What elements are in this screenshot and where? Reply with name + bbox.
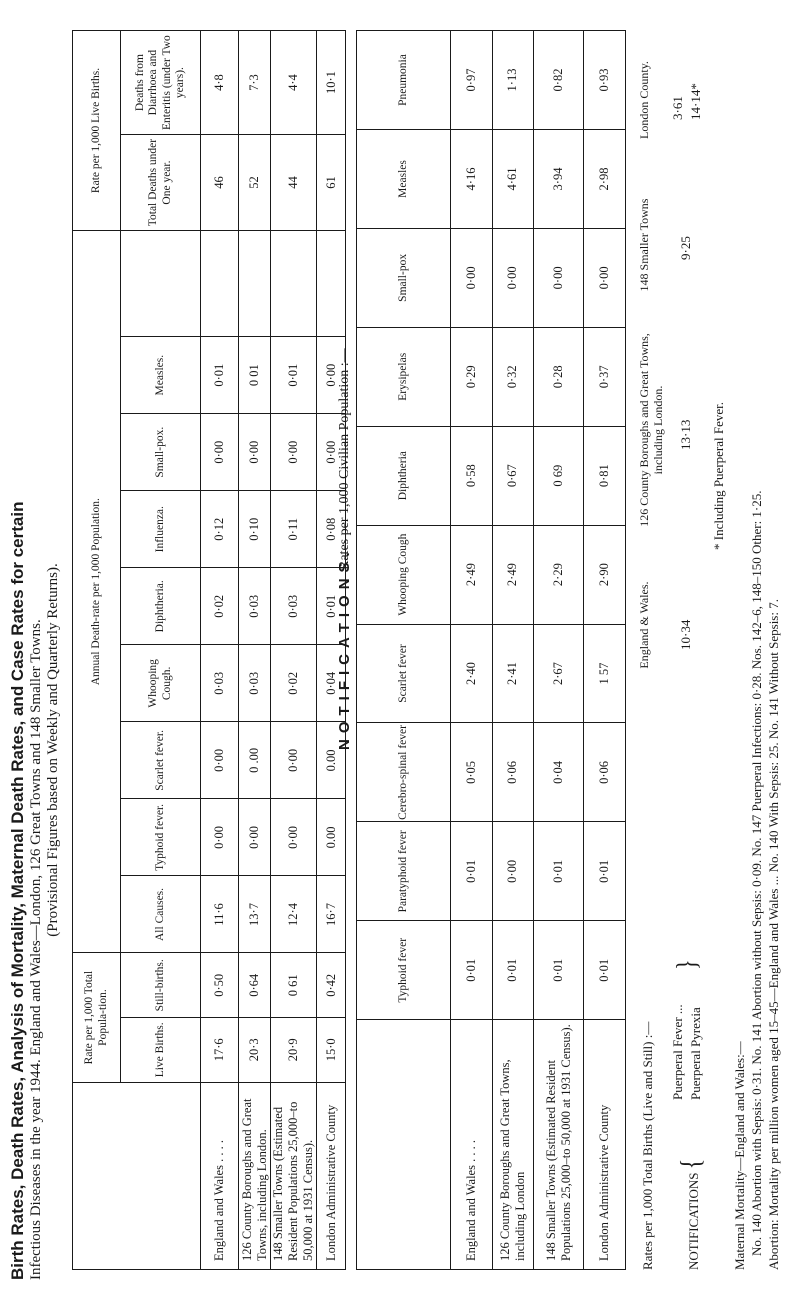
value-cell: 0·01 bbox=[450, 921, 492, 1020]
col-header-small-pox: Small-pox bbox=[357, 228, 451, 327]
brace-icon: { bbox=[674, 1158, 707, 1170]
col-head-england: England & Wales. bbox=[637, 581, 651, 669]
col-header-deaths-under-one: Total Deaths under One year. bbox=[121, 135, 201, 231]
maternal-line: No. 140 Abortion with Sepsis: 0·31. No. 141 Abortion without Sepsis: 0·09. No. 147 Puerperal Infections: 0·28. Nos. 142–6, 148–150 Other: 1·25. bbox=[749, 490, 764, 1256]
value-cell: 0·01 bbox=[534, 822, 584, 921]
value-cell: 0·82 bbox=[534, 31, 584, 130]
value-cell: 0·58 bbox=[450, 426, 492, 525]
col-header-all-causes: All Causes. bbox=[121, 876, 201, 953]
col-header-typhoid: Typhoid fever bbox=[357, 921, 451, 1020]
value-cell: 0·01 bbox=[534, 921, 584, 1020]
value-cell: 0·81 bbox=[584, 426, 626, 525]
value-cell: 20·3 bbox=[239, 1018, 271, 1083]
notifications-heading: NOTIFICATIONS. bbox=[336, 546, 353, 750]
value-cell: 0·01 bbox=[584, 822, 626, 921]
row-label-england-wales: England and Wales . . . . bbox=[201, 1082, 239, 1269]
value-cell: 0·03 bbox=[201, 645, 239, 722]
value-cell: 0·97 bbox=[450, 31, 492, 130]
value-cell: 0·04 bbox=[534, 723, 584, 822]
value-cell: 0·00 bbox=[584, 228, 626, 327]
value-cell: 0·00 bbox=[450, 228, 492, 327]
value-cell: 13·7 bbox=[239, 876, 271, 953]
value-cell: 2·67 bbox=[534, 624, 584, 723]
value-cell bbox=[239, 230, 271, 336]
col-header-influenza: Influenza. bbox=[121, 491, 201, 568]
value-cell: 0 .00 bbox=[239, 722, 271, 799]
region-header-blank bbox=[73, 1082, 201, 1269]
value-cell: 46 bbox=[201, 135, 239, 231]
value-cell: 2·29 bbox=[534, 525, 584, 624]
col-header-diphtheria: Diphtheria bbox=[357, 426, 451, 525]
value-cell: 2·98 bbox=[584, 130, 626, 229]
notifications-table bbox=[356, 30, 626, 1270]
value-cell: 0·02 bbox=[201, 568, 239, 645]
col-header-whooping-cough: Whooping Cough bbox=[357, 525, 451, 624]
row-label-126-towns: 126 County Boroughs and Great Towns, including London. bbox=[239, 1082, 271, 1269]
fever-value-london: 3·61 bbox=[670, 96, 685, 120]
value-cell: 4·61 bbox=[492, 130, 534, 229]
page-note: (Provisional Figures based on Weekly and Quarterly Returns). bbox=[45, 563, 61, 937]
value-cell: 0·01 bbox=[584, 921, 626, 1020]
value-cell: 0·01 bbox=[317, 568, 346, 645]
col-header-measles: Measles. bbox=[121, 337, 201, 414]
col-header-paratyphoid: Paratyphoid fever bbox=[357, 822, 451, 921]
value-cell: 0·32 bbox=[492, 327, 534, 426]
annual-death-rate-header: Annual Death-rate per 1,000 Population. bbox=[73, 230, 121, 953]
pyrexia-label: Puerperal Pyrexia bbox=[688, 1007, 703, 1100]
notifications-label bbox=[674, 1158, 707, 1270]
value-cell: 0 61 bbox=[271, 953, 317, 1018]
value-cell: 0·06 bbox=[492, 723, 534, 822]
value-cell: 0·10 bbox=[239, 491, 271, 568]
col-header-diphtheria: Diphtheria. bbox=[121, 568, 201, 645]
value-cell: 2·41 bbox=[492, 624, 534, 723]
value-cell: 2·90 bbox=[584, 525, 626, 624]
page-title: Birth Rates, Death Rates, Analysis of Mortality, Maternal Death Rates, and Case Rates for certain bbox=[8, 501, 27, 1280]
value-cell: 0·64 bbox=[239, 953, 271, 1018]
value-cell: 0·50 bbox=[201, 953, 239, 1018]
value-cell: 0·00 bbox=[271, 722, 317, 799]
col-header-scarlet: Scarlet fever bbox=[357, 624, 451, 723]
value-cell: 7·3 bbox=[239, 31, 271, 135]
value-cell: 3·94 bbox=[534, 130, 584, 229]
col-header-measles: Measles bbox=[357, 130, 451, 229]
col-header-small-pox: Small-pox. bbox=[121, 414, 201, 491]
page-header bbox=[8, 20, 62, 1280]
value-cell: 0·04 bbox=[317, 645, 346, 722]
col-header-cerebro-spinal: Cerebro-spinal fever bbox=[357, 723, 451, 822]
value-cell: 0·67 bbox=[492, 426, 534, 525]
fever-label: Puerperal Fever ... bbox=[670, 1004, 685, 1100]
value-cell: 0·00 bbox=[492, 822, 534, 921]
col-header-erysipelas: Erysipelas bbox=[357, 327, 451, 426]
value-cell: 0·03 bbox=[239, 568, 271, 645]
value-cell: 0.00 bbox=[317, 799, 346, 876]
col-head-148-towns: 148 Smaller Towns bbox=[637, 198, 651, 292]
value-cell: 0.00 bbox=[317, 722, 346, 799]
page-subtitle: Infectious Diseases in the year 1944. England and Wales—London, 126 Great Towns and 148 Smaller Towns. bbox=[28, 619, 44, 1280]
value-cell: 2·40 bbox=[450, 624, 492, 723]
col-header-pneumonia: Pneumonia bbox=[357, 31, 451, 130]
col-head-london: London County. bbox=[637, 61, 651, 139]
value-cell bbox=[201, 230, 239, 336]
col-header-live-births: Live Births. bbox=[121, 1018, 201, 1083]
value-cell: 10·1 bbox=[317, 31, 346, 135]
abortion-line: Abortion: Mortality per million women aged 15–45—England and Wales ... No. 140 With Sepsis: 25. No. 141 Without Sepsis: 7. bbox=[766, 599, 781, 1270]
value-cell: 0 01 bbox=[239, 337, 271, 414]
value-cell: 0·02 bbox=[271, 645, 317, 722]
value-cell: 0·01 bbox=[450, 822, 492, 921]
row-label-148-towns: 148 Smaller Towns (Estimated Resident Populations 25,000–to 50,000 at 1931 Census). bbox=[534, 1020, 584, 1270]
value-cell: 1·13 bbox=[492, 31, 534, 130]
value-cell: 17·6 bbox=[201, 1018, 239, 1083]
value-cell: 12·4 bbox=[271, 876, 317, 953]
value-cell: 0·05 bbox=[450, 723, 492, 822]
value-cell: 20·9 bbox=[271, 1018, 317, 1083]
col-header-diarrhoea: Deaths from Diarrhoea and Enteritis (under Two years). bbox=[121, 31, 201, 135]
value-cell: 0·01 bbox=[271, 337, 317, 414]
value-cell: 11·6 bbox=[201, 876, 239, 953]
notifications-text: NOTIFICATIONS bbox=[686, 1172, 701, 1270]
asterisk-note: * Including Puerperal Fever. bbox=[711, 401, 726, 550]
pyrexia-value-london: 14·14* bbox=[688, 83, 703, 120]
value-cell: 0 69 bbox=[534, 426, 584, 525]
row-label-148-towns: 148 Smaller Towns (Estimated Resident Populations 25,000–to 50,000 at 1931 Census). bbox=[271, 1082, 317, 1269]
value-cell bbox=[271, 230, 317, 336]
value-cell: 4·16 bbox=[450, 130, 492, 229]
rate-total-header: Rate per 1,000 Total Popula-tion. bbox=[73, 953, 121, 1082]
fever-value-148: 9·25 bbox=[678, 236, 693, 260]
maternal-heading: Maternal Mortality—England and Wales:— bbox=[732, 1041, 747, 1270]
value-cell: 0·42 bbox=[317, 953, 346, 1018]
brace-right-icon: } bbox=[670, 959, 703, 970]
puerperal-block bbox=[638, 30, 708, 1270]
value-cell: 52 bbox=[239, 135, 271, 231]
value-cell: 2·49 bbox=[492, 525, 534, 624]
value-cell: 0·00 bbox=[534, 228, 584, 327]
value-cell: 0·29 bbox=[450, 327, 492, 426]
value-cell: 0·01 bbox=[492, 921, 534, 1020]
row-label-126-towns: 126 County Boroughs and Great Towns, including London bbox=[492, 1020, 534, 1270]
value-cell: 16·7 bbox=[317, 876, 346, 953]
value-cell: 15·0 bbox=[317, 1018, 346, 1083]
live-births-rate-header: Rate per 1,000 Live Births. bbox=[73, 31, 121, 231]
col-header-whooping-cough: Whooping Cough. bbox=[121, 645, 201, 722]
col-header-still-births: Still-births. bbox=[121, 953, 201, 1018]
region-header-blank bbox=[357, 1020, 451, 1270]
value-cell: 0·03 bbox=[271, 568, 317, 645]
value-cell: 61 bbox=[317, 135, 346, 231]
value-cell: 44 bbox=[271, 135, 317, 231]
value-cell: 0·93 bbox=[584, 31, 626, 130]
row-label-london: London Administrative County bbox=[317, 1082, 346, 1269]
value-cell: 0·12 bbox=[201, 491, 239, 568]
mortality-table bbox=[72, 30, 346, 1270]
value-cell: 0·00 bbox=[201, 799, 239, 876]
value-cell: 4·8 bbox=[201, 31, 239, 135]
col-header-scarlet: Scarlet fever. bbox=[121, 722, 201, 799]
value-cell: 2·49 bbox=[450, 525, 492, 624]
value-cell: 0·01 bbox=[201, 337, 239, 414]
value-cell: 0·06 bbox=[584, 723, 626, 822]
value-cell: 0·00 bbox=[317, 414, 346, 491]
value-cell: 0·28 bbox=[534, 327, 584, 426]
notifications-banner bbox=[336, 30, 358, 1270]
value-cell: 0·00 bbox=[201, 722, 239, 799]
value-cell: 0·00 bbox=[239, 414, 271, 491]
value-cell: 0·03 bbox=[239, 645, 271, 722]
value-cell: 0·00 bbox=[317, 337, 346, 414]
value-cell: 0·00 bbox=[271, 414, 317, 491]
value-cell: 0·00 bbox=[201, 414, 239, 491]
row-label-london: London Administrative County bbox=[584, 1020, 626, 1270]
col-head-126-towns: 126 County Boroughs and Great Towns, including London. bbox=[637, 333, 665, 527]
rates-civilian-label: Rates per 1,000 Civilian Population :— bbox=[337, 348, 352, 570]
value-cell: 0·08 bbox=[317, 491, 346, 568]
value-cell: 1 57 bbox=[584, 624, 626, 723]
value-cell: 4·4 bbox=[271, 31, 317, 135]
maternal-section bbox=[638, 30, 782, 1270]
value-cell: 0·00 bbox=[239, 799, 271, 876]
fever-value-england: 10·34 bbox=[678, 619, 693, 650]
value-cell: 0·37 bbox=[584, 327, 626, 426]
fever-value-126: 13·13 bbox=[678, 419, 693, 450]
births-label: Rates per 1,000 Total Births (Live and Still) :— bbox=[640, 1021, 655, 1270]
value-cell: 0·00 bbox=[271, 799, 317, 876]
value-cell: 0·11 bbox=[271, 491, 317, 568]
col-header-typhoid: Typhoid fever. bbox=[121, 799, 201, 876]
col-header-blank bbox=[121, 230, 201, 336]
row-label-england-wales: England and Wales . . . . bbox=[450, 1020, 492, 1270]
value-cell: 0·00 bbox=[492, 228, 534, 327]
